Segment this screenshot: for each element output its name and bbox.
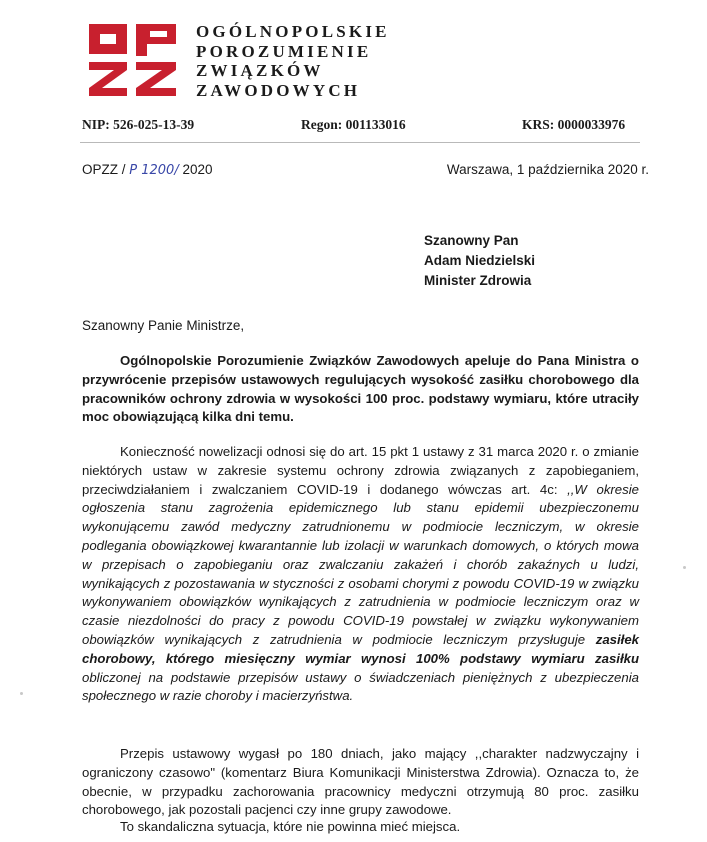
- recipient-line: Szanowny Pan: [424, 233, 519, 248]
- scan-speck: [20, 692, 23, 695]
- reference-number: [82, 162, 213, 178]
- legal-basis-paragraph: [82, 443, 639, 706]
- org-name-line: ZWIĄZKÓW: [196, 61, 324, 80]
- salutation: Szanowny Panie Ministrze,: [82, 318, 245, 333]
- org-name-line: ZAWODOWYCH: [196, 80, 361, 100]
- closing-paragraph: To skandaliczna sytuacja, które nie powinna mieć miejsca.: [120, 819, 461, 834]
- recipient-line: Minister Zdrowia: [424, 273, 532, 288]
- statute-quote: ,,W okresie ogłoszenia stanu zagrożenia epidemicznego lub stanu epidemii ubezpieczonemu wykonującemu zawód medyczny zatrudnionemu w podmiocie leczniczym, w okresie podlegania obowiązkowej kwarantannie lub izolacji w warunkach domowych, o których mowa w przepisach o zapobieganiu oraz zwalczaniu zakażeń i chorób zakaźnych u ludzi, wynikających z pozostawania w styczności z osobami chorymi z powodu COVID-19 w związku wykonywaniem obowiązków wynikających z zatrudnienia w podmiocie leczniczym oraz w czasie niezdolności do pracy z powodu COVID-19 powstałej w związku wykonywaniem obowiązków wynikających z zatrudnienia w podmiocie leczniczym przysługuje: [82, 481, 639, 647]
- org-name-line: POROZUMIENIE: [196, 41, 372, 61]
- statute-quote-emphasis: zasiłek chorobowy, którego miesięczny wymiar wynosi 100% podstawy wymiaru zasiłku: [82, 631, 639, 666]
- krs-number: KRS: 0000033976: [522, 117, 626, 132]
- recipient-line: Adam Niedzielski: [424, 253, 536, 268]
- expiry-paragraph: Przepis ustawowy wygasł po 180 dniach, jako mający ,,charakter nadzwyczajny i ograniczony czasowo" (komentarz Biura Komunikacji Ministerstwa Zdrowia). Oznacza to, że obecnie, w przypadku zachorowania pracownicy medyczni otrzymują 80 proc. zasiłku chorobowego, jak pozostali pacjenci czy inne grupy zawodowe.: [82, 746, 639, 818]
- handwritten-reference: P 1200/: [129, 163, 179, 178]
- org-name-line: OGÓLNOPOLSKIE: [196, 22, 390, 41]
- nip-number: NIP: 526-025-13-39: [82, 117, 195, 132]
- paragraph-intro: Konieczność nowelizacji odnosi się do art. 15 pkt 1 ustawy z 31 marca 2020 r. o zmianie niektórych ustaw w zakresie systemu ochrony zdrowia związanych z zapobieganiem, przeciwdziałaniem i zwalczaniem COVID-19 i dodanego wówczas art. 4c:: [82, 444, 639, 497]
- organization-name: [196, 22, 390, 100]
- opzz-logo: [88, 22, 184, 98]
- scan-speck: [683, 566, 686, 569]
- place-and-date: Warszawa, 1 października 2020 r.: [446, 162, 649, 177]
- appeal-paragraph: Ogólnopolskie Porozumienie Związków Zawodowych apeluje do Pana Ministra o przywrócenie przepisów ustawowych regulujących wysokość zasiłku chorobowego dla pracowników ochrony zdrowia w wysokości 100 proc. podstawy wymiaru, które utraciły moc obowiązującą kilka dni temu.: [82, 353, 639, 425]
- header-divider: [80, 142, 640, 143]
- recipient-block: [424, 231, 535, 291]
- statute-quote-end: obliczonej na podstawie przepisów ustawy o świadczeniach pieniężnych z ubezpieczenia społecznego w razie choroby i macierzyństwa.: [82, 669, 639, 704]
- regon-number: Regon: 001133016: [301, 117, 406, 132]
- reference-year: 2020: [182, 162, 213, 177]
- reference-prefix: OPZZ /: [82, 162, 126, 177]
